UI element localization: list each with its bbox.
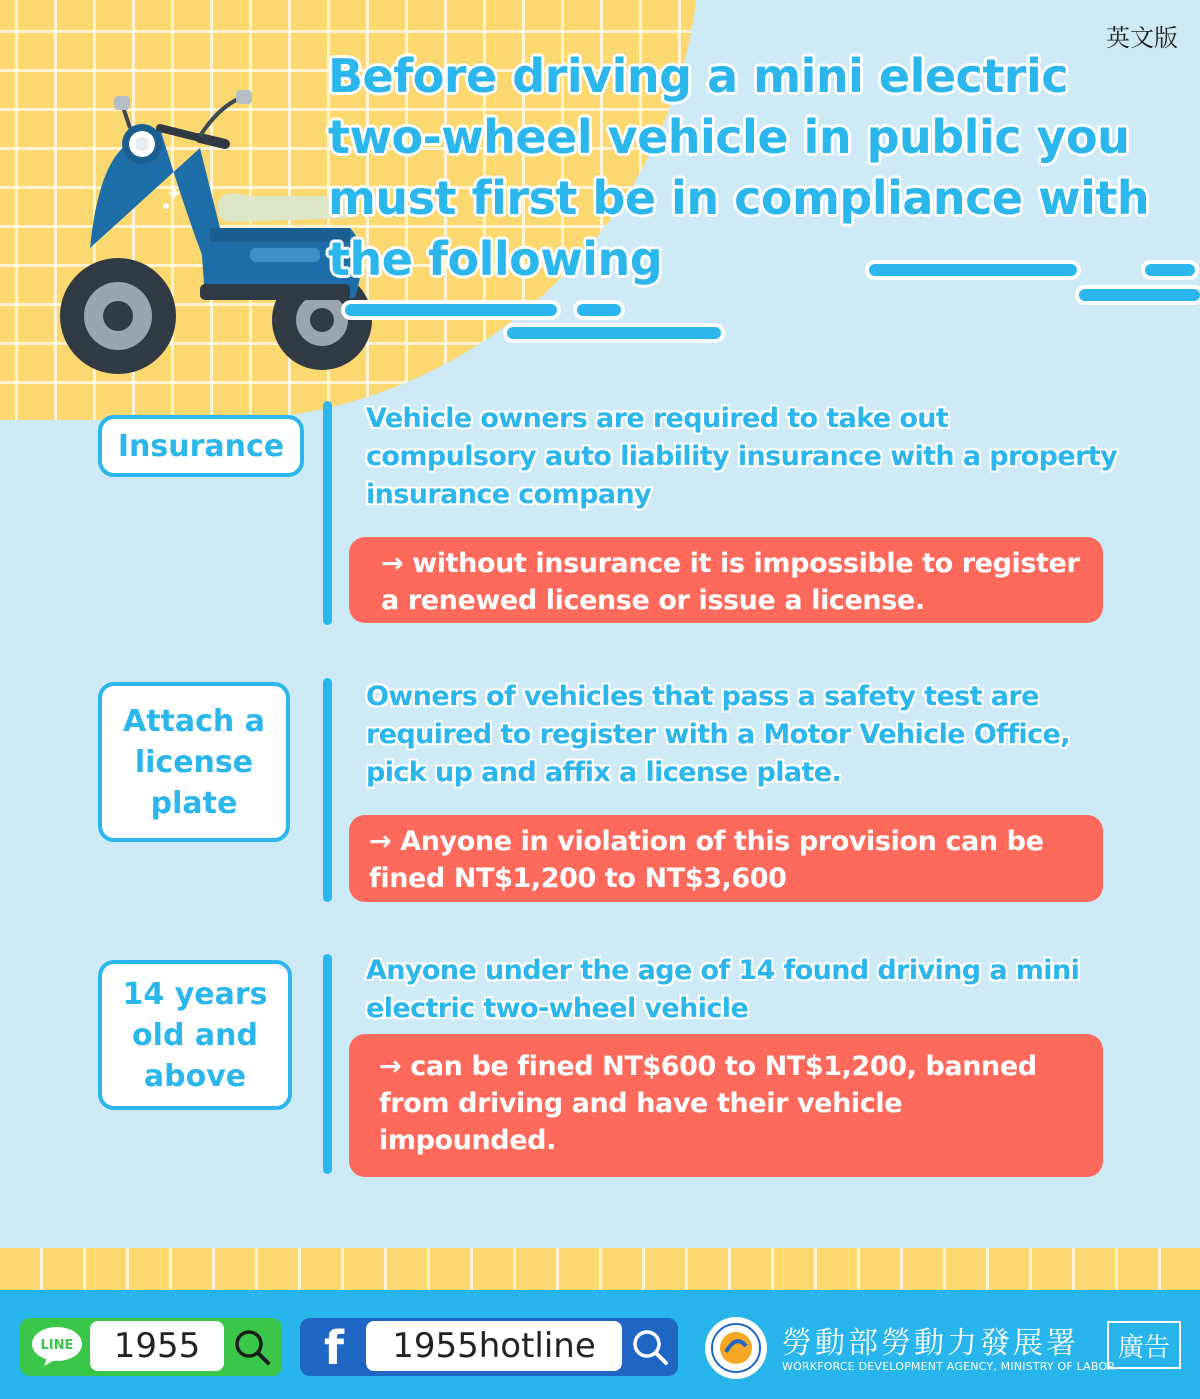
decorative-line — [577, 304, 621, 316]
section-description: Anyone under the age of 14 found driving a mini electric two-wheel vehicle — [366, 955, 1080, 1024]
page-title: Before driving a mini electric two-wheel vehicle in public you must first be in compliance with the following — [328, 49, 1150, 286]
section-tag-age — [98, 960, 292, 1110]
decorative-line — [869, 264, 1077, 276]
line-id-field[interactable] — [90, 1321, 224, 1371]
penalty-note — [349, 1034, 1103, 1177]
line-logo-icon — [30, 1326, 84, 1366]
decorative-line — [1145, 264, 1195, 276]
line-id-value: 1955 — [113, 1326, 201, 1366]
facebook-id-field[interactable] — [366, 1321, 622, 1371]
section-description: Owners of vehicles that pass a safety test are required to register with a Motor Vehicle Office, pick up and affix a license plate. — [366, 681, 1070, 788]
penalty-note-text: → can be fined NT$600 to NT$1,200, banned from driving and have their vehicle impounded. — [379, 1051, 1037, 1156]
section-tag-insurance — [98, 415, 304, 477]
agency-name-zh: 勞動部勞動力發展署 — [782, 1326, 1079, 1361]
section-tag-label: Attach a license plate — [123, 703, 265, 821]
section-tag-label: 14 years old and above — [122, 976, 268, 1094]
section-divider — [323, 678, 332, 902]
facebook-id-value: 1955hotline — [392, 1326, 596, 1366]
agency-name-en: WORKFORCE DEVELOPMENT AGENCY, MINISTRY OF LABOR — [782, 1360, 1116, 1373]
decorative-line — [507, 327, 721, 339]
penalty-note — [349, 815, 1103, 902]
penalty-note-text: → Anyone in violation of this provision can be fined NT$1,200 to NT$3,600 — [369, 826, 1044, 894]
penalty-note — [349, 537, 1103, 623]
facebook-logo-icon: f — [323, 1321, 344, 1375]
search-icon[interactable] — [232, 1327, 272, 1367]
section-tag-label: Insurance — [117, 428, 285, 464]
agency-logo-icon — [704, 1316, 768, 1380]
yellow-grid-stripe — [0, 1248, 1200, 1290]
line-logo-text: LINE — [40, 1338, 74, 1353]
section-tag-license-plate — [98, 682, 290, 842]
section-divider — [323, 401, 332, 625]
decorative-line — [345, 304, 557, 316]
section-divider — [323, 954, 332, 1174]
decorative-line — [1079, 289, 1200, 301]
advertisement-badge: 廣告 — [1107, 1321, 1181, 1369]
penalty-note-text: → without insurance it is impossible to register a renewed license or issue a license. — [381, 548, 1080, 616]
search-icon[interactable] — [630, 1327, 670, 1367]
language-version-tag: 英文版 — [1106, 24, 1178, 52]
section-description: Vehicle owners are required to take out compulsory auto liability insurance with a property insurance company — [366, 403, 1118, 510]
